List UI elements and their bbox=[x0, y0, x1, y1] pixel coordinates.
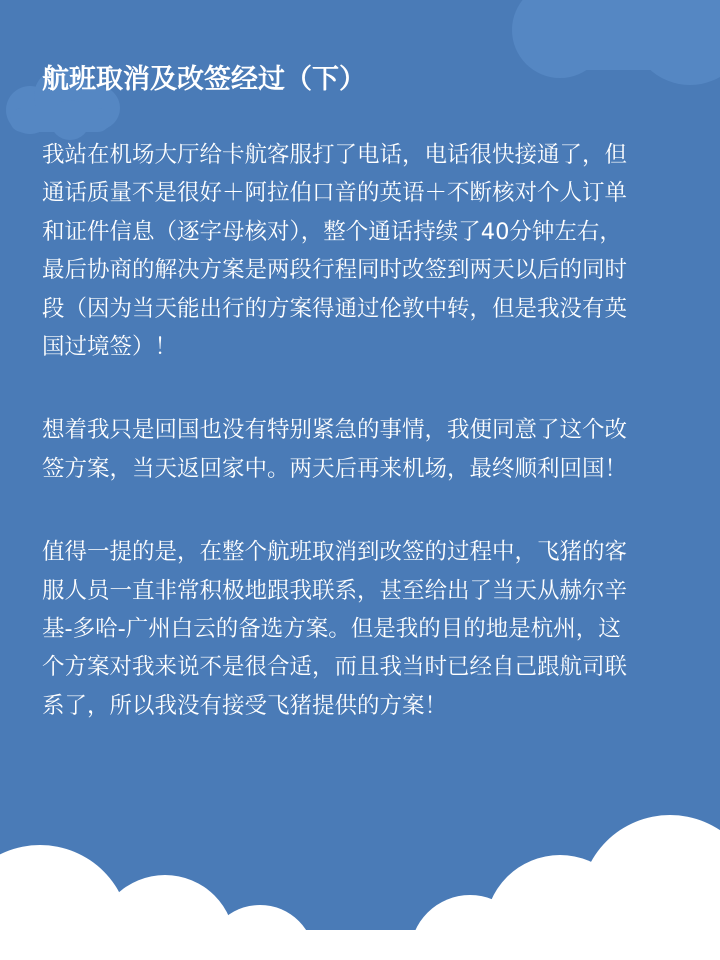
paragraph-line: 基-多哈-广州白云的备选方案。但是我的目的地是杭州，这 bbox=[42, 616, 621, 643]
cloud-bottom-shape bbox=[0, 815, 720, 960]
paragraph-line: 和证件信息（逐字母核对），整个通话持续了40分钟左右， bbox=[42, 218, 622, 245]
paragraph-line: 国过境签）！ bbox=[42, 334, 178, 361]
paragraph-line: 系了，所以我没有接受飞猪提供的方案！ bbox=[42, 692, 448, 719]
article bbox=[42, 56, 682, 770]
paragraph-line: 段（因为当天能出行的方案得通过伦敦中转，但是我没有英 bbox=[42, 295, 628, 322]
page-title: 航班取消及改签经过（下） bbox=[42, 64, 366, 95]
paragraph-line: 我站在机场大厅给卡航客服打了电话，电话很快接通了，但 bbox=[42, 142, 628, 168]
paragraph-line: 签方案，当天返回家中。两天后再来机场，最终顺利回国！ bbox=[42, 455, 628, 482]
paragraph-line: 想着我只是回国也没有特别紧急的事情，我便同意了这个改 bbox=[42, 417, 628, 444]
paragraph-line: 服人员一直非常积极地跟我联系，甚至给出了当天从赫尔辛 bbox=[42, 577, 628, 604]
paragraph-line: 最后协商的解决方案是两段行程同时改签到两天以后的同时 bbox=[42, 257, 628, 284]
paragraph-3 bbox=[42, 533, 682, 725]
paragraph-line: 个方案对我来说不是很合适，而且我当时已经自己跟航司联 bbox=[42, 654, 628, 681]
paragraph-1 bbox=[42, 136, 682, 366]
paragraph-line: 通话质量不是很好＋阿拉伯口音的英语＋不断核对个人订单 bbox=[42, 180, 628, 207]
paragraph-2 bbox=[42, 411, 682, 488]
paragraph-line: 值得一提的是，在整个航班取消到改签的过程中，飞猪的客 bbox=[42, 539, 628, 566]
